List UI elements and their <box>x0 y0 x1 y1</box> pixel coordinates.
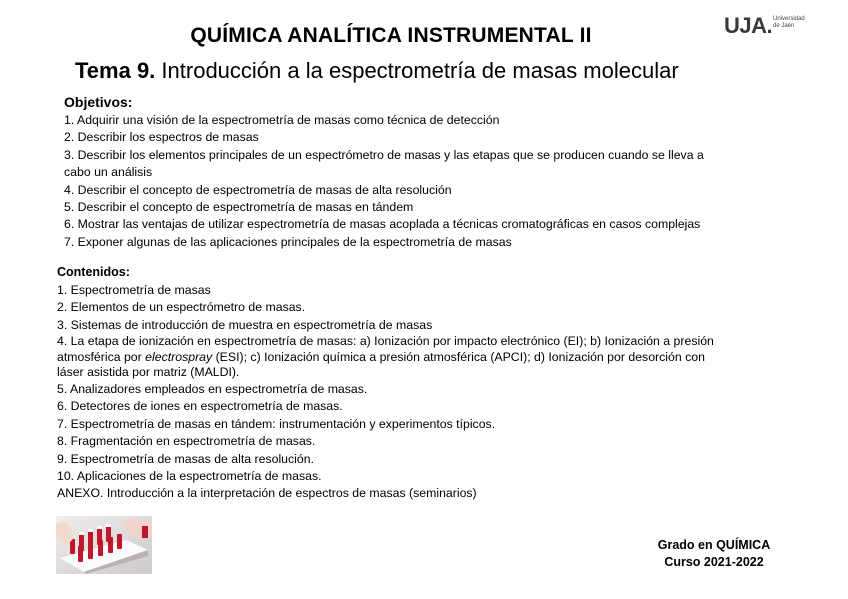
contenido-item: 9. Espectrometría de masas de alta resolución. <box>57 451 314 466</box>
contenido-item: 2. Elementos de un espectrómetro de masas. <box>57 300 306 315</box>
logo-subtext <box>773 16 813 30</box>
footer-info <box>640 537 788 571</box>
contenido-item: 7. Espectrometría de masas en tándem: instrumentación y experimentos típicos. <box>57 416 496 431</box>
objetivo-item: 4. Describir el concepto de espectrometría de masas de alta resolución <box>64 182 452 197</box>
lab-vials-illustration <box>56 516 152 574</box>
logo-subtext-line-1: Universidad <box>773 16 805 22</box>
contenido-item: ANEXO. Introducción a la interpretación de espectros de masas (seminarios) <box>57 486 477 501</box>
course-year-label: Curso 2021-2022 <box>664 555 764 569</box>
continuation-text: atmosférica por <box>57 349 146 364</box>
contenido-item: 1. Espectrometría de masas <box>57 283 211 297</box>
objetivo-item: 5. Describir el concepto de espectrometría de masas en tándem <box>64 200 414 215</box>
continuation-text: (ESI); c) Ionización química a presión atmosférica (APCI); d) Ionización por desorción con <box>212 349 705 364</box>
objetivo-item: 6. Mostrar las ventajas de utilizar espectrometría de masas acoplada a técnicas cromatográficas en casos complejas <box>64 217 701 232</box>
tema-heading <box>75 58 679 84</box>
contenido-item: 5. Analizadores empleados en espectrometría de masas. <box>57 382 368 396</box>
degree-label: Grado en QUÍMICA <box>657 538 771 552</box>
logo-text: UJA. <box>724 13 773 38</box>
contenido-item-continuation: láser asistida por matriz (MALDI). <box>57 365 240 380</box>
italic-term: electrospray <box>145 349 213 364</box>
university-logo <box>724 13 814 39</box>
logo-subtext-line-2: de Jaén <box>773 23 795 29</box>
objetivo-item: cabo un análisis <box>64 165 153 180</box>
objetivo-item: 2. Describir los espectros de masas <box>64 130 259 145</box>
contenido-item: 3. Sistemas de introducción de muestra en espectrometría de masas <box>57 317 433 332</box>
contenido-item: 4. La etapa de ionización en espectrometría de masas: a) Ionización por impacto electrónico (EI); b) Ionización a presión <box>57 334 714 349</box>
contenido-item-continuation <box>57 350 797 366</box>
contenidos-heading: Contenidos: <box>57 265 130 279</box>
lab-vials-photo <box>56 516 152 574</box>
contenidos-list <box>57 282 797 503</box>
objetivos-list <box>64 112 784 251</box>
objetivo-item: 7. Exponer algunas de las aplicaciones principales de la espectrometría de masas <box>64 234 512 249</box>
course-title: QUÍMICA ANALÍTICA INSTRUMENTAL II <box>190 24 592 47</box>
objetivo-item: 3. Describir los elementos principales de un espectrómetro de masas y las etapas que se producen cuando se lleva a <box>64 147 704 162</box>
tema-title: Introducción a la espectrometría de masas molecular <box>155 58 679 83</box>
tema-number: Tema 9. <box>75 58 156 83</box>
objetivos-heading: Objetivos: <box>64 94 133 110</box>
contenido-item: 8. Fragmentación en espectrometría de masas. <box>57 434 316 449</box>
objetivo-item: 1. Adquirir una visión de la espectrometría de masas como técnica de detección <box>64 113 500 127</box>
contenido-item: 6. Detectores de iones en espectrometría de masas. <box>57 399 343 414</box>
contenido-item: 10. Aplicaciones de la espectrometría de masas. <box>57 469 322 484</box>
